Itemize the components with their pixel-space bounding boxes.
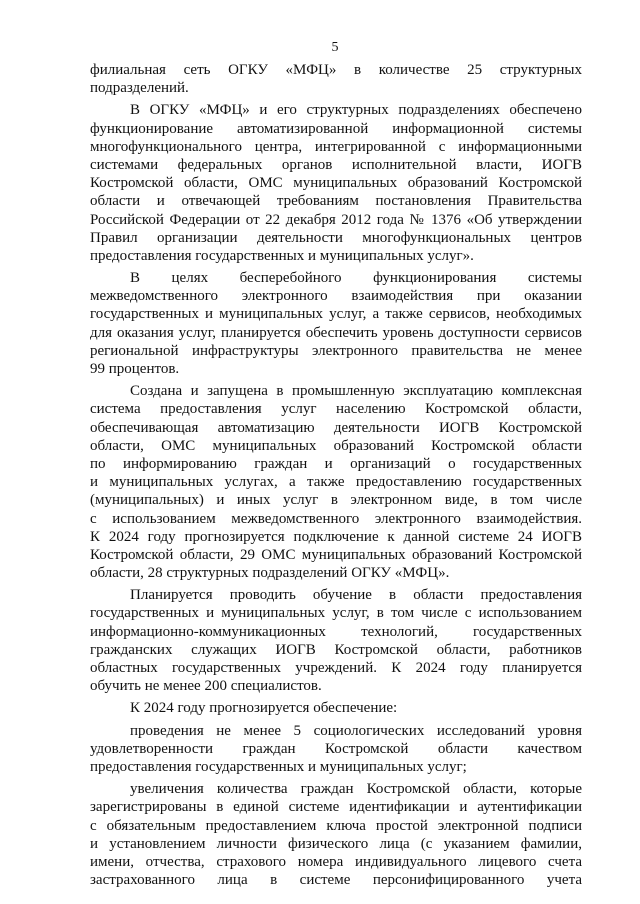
document-body	[90, 61, 582, 889]
text-line: и муниципальных услугах, а также предоставлению государственных	[90, 474, 582, 491]
text-line: обеспечивающая автоматизацию деятельности ИОГВ Костромской	[90, 419, 582, 436]
text-line: 99 процентов.	[90, 361, 180, 377]
text-line: К 2024 году прогнозируется подключение к данной системе 24 ИОГВ	[90, 528, 582, 545]
text-line: филиальная сеть ОГКУ «МФЦ» в количестве 25 структурных	[90, 62, 582, 78]
text-line: по информированию граждан и организаций о государственных	[90, 455, 582, 472]
paragraph	[90, 699, 582, 717]
text-line: К 2024 году прогнозируется обеспечение:	[130, 700, 398, 717]
text-line: системами федеральных органов исполнительной власти, ИОГВ	[90, 156, 582, 173]
text-line: имени, отчества, страхового номера индивидуального лицевого счета	[90, 853, 582, 870]
text-line: области, 28 структурных подразделений ОГКУ «МФЦ».	[90, 565, 450, 582]
paragraph	[90, 586, 582, 695]
text-line: увеличения количества граждан Костромской области, которые	[130, 781, 582, 798]
text-line: В ОГКУ «МФЦ» и его структурных подразделениях обеспечено	[130, 102, 582, 119]
paragraph	[90, 382, 582, 582]
text-line: обучить не менее 200 специалистов.	[90, 678, 322, 695]
text-line: межведомственного электронного взаимодействия при оказании	[90, 288, 582, 305]
text-line: гражданских служащих ИОГВ Костромской области, работников	[90, 641, 582, 658]
text-line: государственных и муниципальных услуг, в том числе с использованием	[90, 605, 582, 622]
text-line: области и отвечающей требованиям постановления Правительства	[90, 193, 582, 210]
text-line: с обязательным предоставлением ключа простой электронной подписи	[90, 817, 582, 834]
text-line: области, ОМС муниципальных образований Костромской области	[90, 437, 582, 454]
text-line: областных государственных учреждений. К 2024 году планируется	[90, 660, 582, 676]
text-line: удовлетворенности граждан Костромской области качеством	[90, 740, 582, 757]
page-number: 5	[331, 40, 339, 55]
text-line: Планируется проводить обучение в области предоставления	[130, 587, 582, 604]
text-line: Костромской области, ОМС муниципальных образований Костромской	[90, 175, 582, 192]
paragraph	[90, 269, 582, 378]
paragraph	[90, 780, 582, 889]
text-line: Костромской области, 29 ОМС муниципальных образований Костромской	[90, 546, 582, 563]
text-line: зарегистрированы в единой системе идентификации и аутентификации	[90, 799, 582, 816]
text-line: (муниципальных) и иных услуг в электронном виде, в том числе	[90, 492, 582, 509]
text-line: многофункционального центра, интегрированной с информационными	[90, 138, 582, 155]
text-line: и установлением личности физического лица (с указанием фамилии,	[90, 835, 582, 852]
text-line: Создана и запущена в промышленную эксплуатацию комплексная	[130, 383, 582, 400]
text-line: государственных и муниципальных услуг, а также сервисов, необходимых	[90, 306, 582, 323]
text-line: Правил организации деятельности многофункциональных центров	[90, 229, 582, 246]
text-line: застрахованного лица в системе персонифицированного учета	[90, 872, 582, 889]
text-line: проведения не менее 5 социологических исследований уровня	[130, 722, 582, 739]
text-line: подразделений.	[90, 80, 189, 97]
paragraph	[90, 722, 582, 777]
text-line: с использованием межведомственного электронного взаимодействия.	[90, 510, 582, 527]
text-line: предоставления государственных и муниципальных услуг».	[90, 247, 474, 264]
paragraph	[90, 61, 582, 97]
text-line: информационно-коммуникационных технологий, государственных	[90, 623, 582, 640]
text-line: региональной инфраструктуры электронного правительства не менее	[90, 342, 582, 359]
text-line: Российской Федерации от 22 декабря 2012 года № 1376 «Об утверждении	[90, 211, 582, 228]
paragraph	[90, 101, 582, 265]
text-line: В целях бесперебойного функционирования системы	[130, 270, 582, 287]
text-line: предоставления государственных и муниципальных услуг;	[90, 758, 467, 775]
text-line: система предоставления услуг населению Костромской области,	[90, 401, 582, 418]
text-line: функционирование автоматизированной информационной системы	[90, 120, 582, 137]
text-line: для оказания услуг, планируется обеспечить уровень доступности сервисов	[90, 324, 582, 341]
